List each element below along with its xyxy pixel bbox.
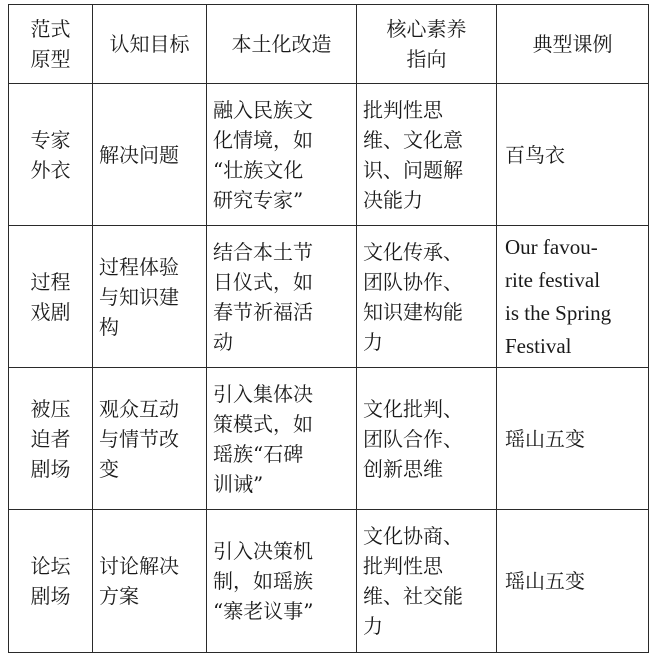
table-row	[9, 226, 649, 368]
paradigm-cell: 专家 外衣	[9, 84, 93, 226]
header-adaptation: 本土化改造	[207, 5, 357, 84]
table-row	[9, 368, 649, 510]
example-cell: 瑶山五变	[497, 368, 649, 510]
literacy-cell: 文化传承、 团队协作、 知识建构能 力	[357, 226, 497, 368]
adaptation-cell: 引入集体决 策模式，如 瑶族“石碑 训诫”	[207, 368, 357, 510]
header-literacy: 核心素养 指向	[357, 5, 497, 84]
adaptation-cell: 引入决策机 制，如瑶族 “寨老议事”	[207, 510, 357, 653]
example-cell: 瑶山五变	[497, 510, 649, 653]
header-row	[9, 5, 649, 84]
paradigm-cell: 过程 戏剧	[9, 226, 93, 368]
adaptation-cell: 融入民族文 化情境，如 “壮族文化 研究专家”	[207, 84, 357, 226]
goal-cell: 讨论解决 方案	[93, 510, 207, 653]
literacy-cell: 批判性思 维、文化意 识、问题解 决能力	[357, 84, 497, 226]
goal-cell: 观众互动 与情节改 变	[93, 368, 207, 510]
example-cell: Our favou- rite festival is the Spring Festival	[497, 226, 649, 368]
literacy-cell: 文化批判、 团队合作、 创新思维	[357, 368, 497, 510]
goal-cell: 过程体验 与知识建 构	[93, 226, 207, 368]
paradigm-cell: 论坛 剧场	[9, 510, 93, 653]
table-row	[9, 510, 649, 653]
goal-cell: 解决问题	[93, 84, 207, 226]
header-paradigm: 范式 原型	[9, 5, 93, 84]
header-goal: 认知目标	[93, 5, 207, 84]
example-cell: 百鸟衣	[497, 84, 649, 226]
literacy-cell: 文化协商、 批判性思 维、社交能 力	[357, 510, 497, 653]
drama-paradigm-table	[8, 4, 649, 653]
header-example: 典型课例	[497, 5, 649, 84]
paradigm-cell: 被压 迫者 剧场	[9, 368, 93, 510]
adaptation-cell: 结合本土节 日仪式，如 春节祈福活 动	[207, 226, 357, 368]
table-row	[9, 84, 649, 226]
